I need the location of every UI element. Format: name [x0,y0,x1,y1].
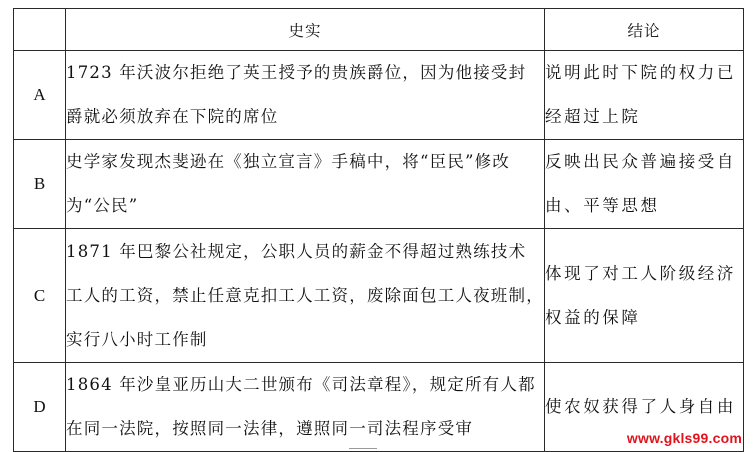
fact-cell [66,363,545,452]
row-label: B [14,140,66,229]
conclusion-text: 说明此时下院的权力已经超过上院 [545,63,736,126]
site-watermark: www.gkls99.com [626,430,742,446]
row-label: A [14,51,66,140]
fact-cell [66,229,545,363]
fact-cell [66,51,545,140]
header-conclusion-cell: 结论 [545,9,744,51]
page-edge-mark [349,448,377,449]
fact-cell [66,140,545,229]
fact-text: 史学家发现杰斐逊在《独立宣言》手稿中，将“臣民”修改为“公民” [66,152,511,215]
conclusion-cell [545,229,744,363]
table-row [14,51,744,140]
row-label: C [14,229,66,363]
table-row [14,140,744,229]
conclusion-cell [545,51,744,140]
table-header-row [14,9,744,51]
fact-text: 1871 年巴黎公社规定，公职人员的薪金不得超过熟练技术工人的工资，禁止任意克扣工人工资，废除面包工人夜班制，实行八小时工作制 [66,241,544,349]
table-row [14,229,744,363]
row-label: D [14,363,66,452]
fact-text: 1864 年沙皇亚历山大二世颁布《司法章程》，规定所有人都在同一法院，按照同一法律，遵照同一司法程序受审 [66,375,536,438]
history-table [13,8,744,452]
conclusion-cell [545,140,744,229]
header-fact-cell: 史实 [66,9,545,51]
conclusion-text: 反映出民众普遍接受自由、平等思想 [545,152,736,215]
conclusion-text: 体现了对工人阶级经济权益的保障 [545,263,736,327]
header-label-cell [14,9,66,51]
conclusion-text: 使农奴获得了人身自由 [545,397,736,416]
fact-text: 1723 年沃波尔拒绝了英王授予的贵族爵位，因为他接受封爵就必须放弃在下院的席位 [66,63,527,126]
